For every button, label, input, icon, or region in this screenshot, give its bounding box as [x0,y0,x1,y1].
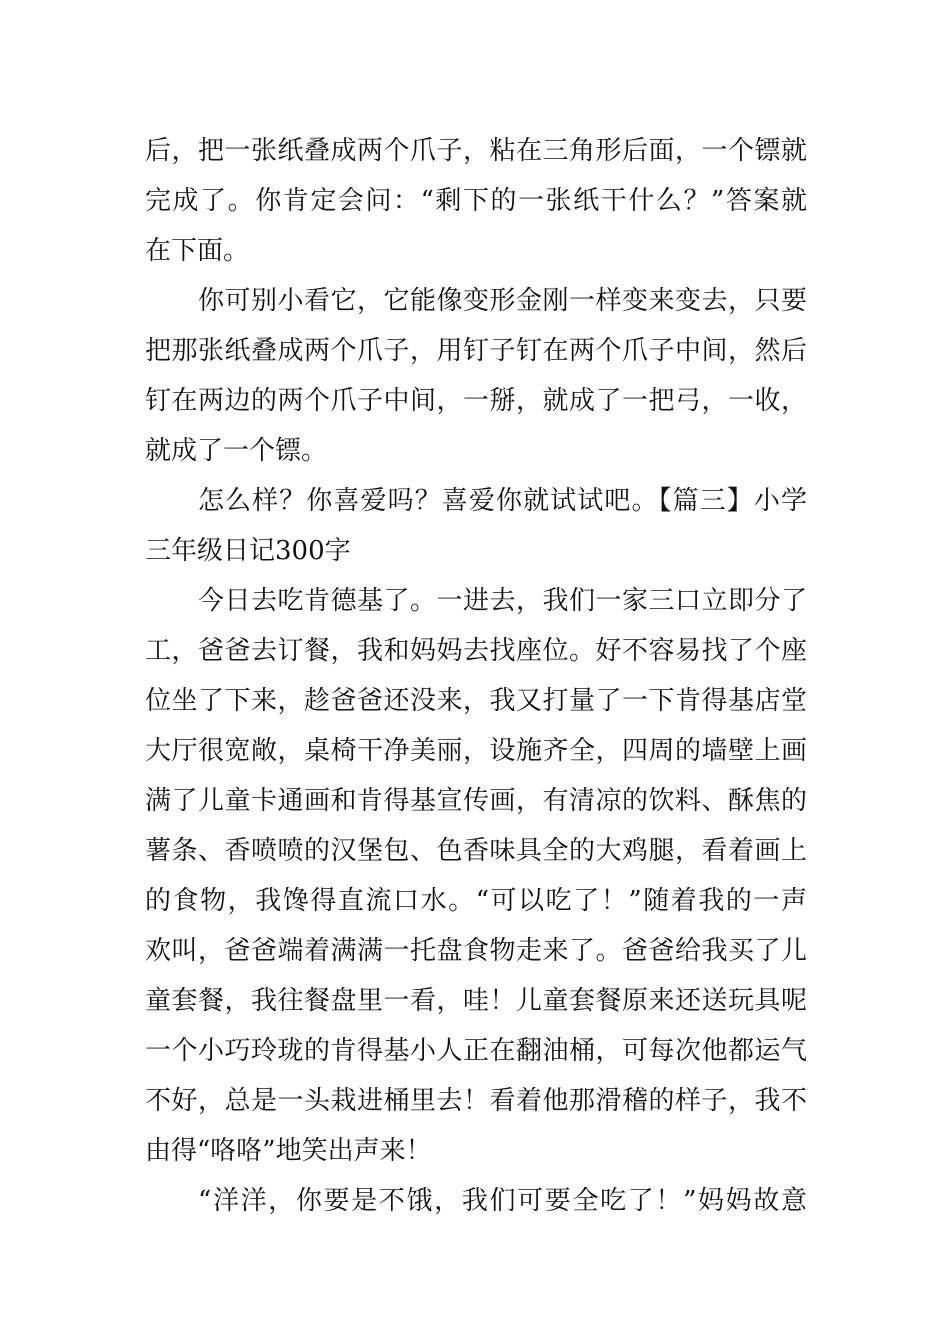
text-line: 把那张纸叠成两个爪子，用钉子钉在两个爪子中间，然后 [145,336,807,366]
text-line: 大厅很宽敞，桌椅干净美丽，设施齐全，四周的墙壁上画 [145,736,807,766]
text-line: 一个小巧玲珑的肯得基小人正在翻油桶，可每次他都运气 [145,1036,807,1066]
paragraph-first-line: 怎么样？你喜爱吗？喜爱你就试试吧。【篇三】小学 [198,486,807,516]
text-line: 欢叫，爸爸端着满满一托盘食物走来了。爸爸给我买了儿 [145,936,807,966]
text-line: 童套餐，我往餐盘里一看，哇！儿童套餐原来还送玩具呢 [145,986,807,1016]
text-line: 满了儿童卡通画和肯得基宣传画，有清凉的饮料、酥焦的 [145,786,807,816]
text-line: 三年级日记300字 [145,536,351,566]
text-line: 工，爸爸去订餐，我和妈妈去找座位。好不容易找了个座 [145,636,807,666]
paragraph-first-line: 今日去吃肯德基了。一进去，我们一家三口立即分了 [198,586,807,616]
text-line: 在下面。 [145,236,250,266]
text-line: 完成了。你肯定会问：“剩下的一张纸干什么？”答案就 [145,186,807,216]
body-text [145,126,807,1226]
text-line: 薯条、香喷喷的汉堡包、色香味具全的大鸡腿，看着画上 [145,836,807,866]
text-line: 就成了一个镖。 [145,436,328,466]
text-line: 钉在两边的两个爪子中间，一掰，就成了一把弓，一收， [145,386,807,416]
text-line: 位坐了下来，趁爸爸还没来，我又打量了一下肯得基店堂 [145,686,807,716]
text-line: 后，把一张纸叠成两个爪子，粘在三角形后面，一个镖就 [145,136,807,166]
text-line: 不好，总是一头栽进桶里去！看着他那滑稽的样子，我不 [145,1086,807,1116]
text-line: 的食物，我馋得直流口水。“可以吃了！”随着我的一声 [145,886,807,916]
text-line: 由得“咯咯”地笑出声来！ [145,1136,432,1166]
paragraph-first-line: 你可别小看它，它能像变形金刚一样变来变去，只要 [198,286,807,316]
paragraph-first-line: “洋洋，你要是不饿，我们可要全吃了！”妈妈故意 [198,1186,807,1216]
